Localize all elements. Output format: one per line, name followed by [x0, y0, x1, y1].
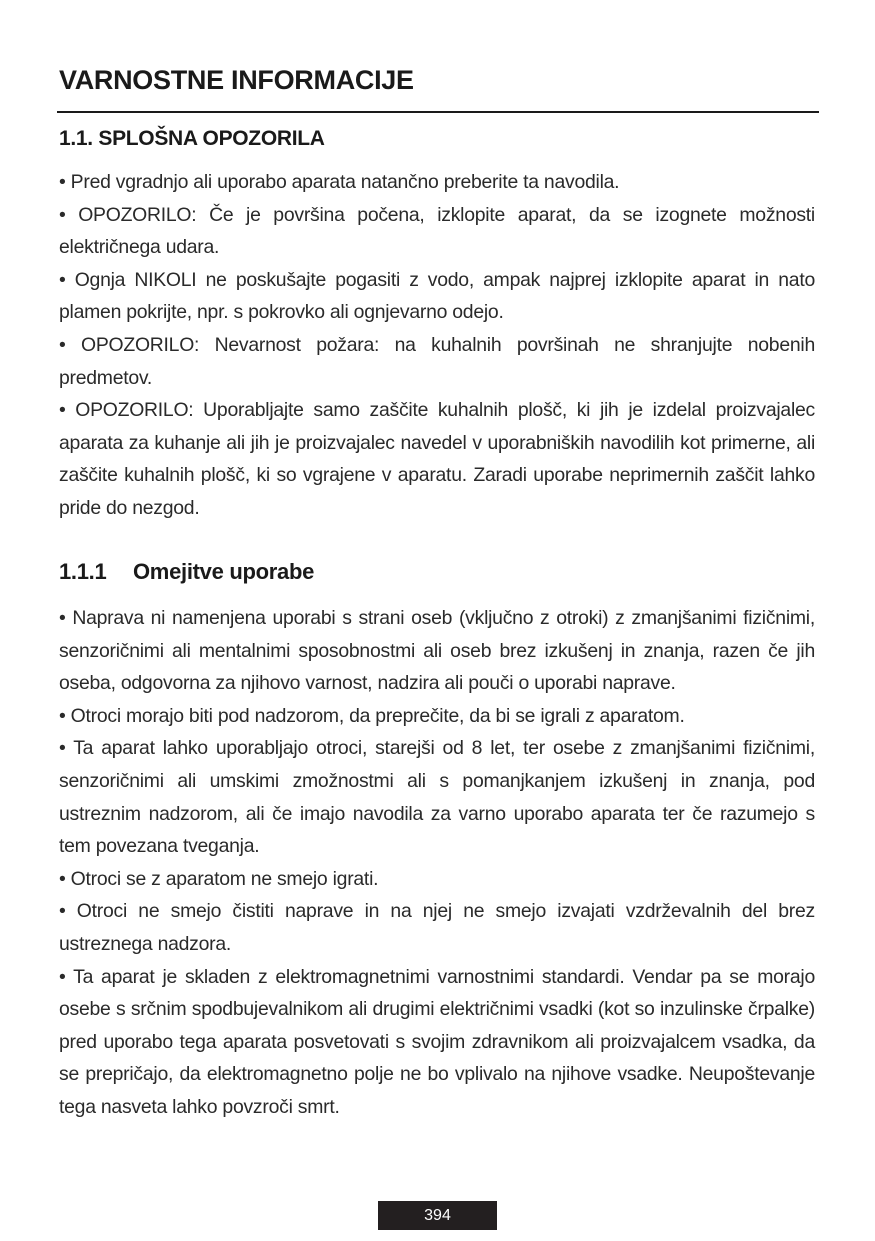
paragraph: • Otroci se z aparatom ne smejo igrati.	[59, 867, 379, 890]
paragraph: • Otroci ne smejo čistiti naprave in na njej ne smejo izvajati vzdrževalnih del brez ustreznega nadzora.	[59, 900, 815, 955]
subsection-title: Omejitve uporabe	[133, 559, 315, 584]
section-heading: 1.1. SPLOŠNA OPOZORILA	[59, 127, 325, 150]
section-body	[59, 166, 815, 525]
paragraph: • OPOZORILO: Nevarnost požara: na kuhalnih površinah ne shranjujte nobenih predmetov.	[59, 333, 815, 389]
subsection-body	[59, 602, 815, 1124]
paragraph: • Ta aparat lahko uporabljajo otroci, starejši od 8 let, ter osebe z zmanjšanimi fizičnimi, senzoričnimi ali umskimi zmožnostmi ali s pomanjkanjem izkušenj in znanja, pod ustreznim nadzorom, ali če imajo navodila za varno uporabo aparata ter če razumejo s tem povezana tveganja.	[59, 737, 815, 858]
paragraph: • OPOZORILO: Če je površina počena, izklopite aparat, da se izognete možnosti električnega udara.	[59, 203, 815, 259]
paragraph: • Pred vgradnjo ali uporabo aparata natančno preberite ta navodila.	[59, 171, 620, 193]
page-title: VARNOSTNE INFORMACIJE	[59, 65, 414, 95]
paragraph: • Ta aparat je skladen z elektromagnetnimi varnostnimi standardi. Vendar pa se morajo osebe s srčnim spodbujevalnikom ali drugimi električnimi vsadki (kot so inzulinske črpalke) pred uporabo tega aparata posvetovati s svojim zdravnikom ali proizvajalcem vsadka, da se prepričajo, da elektromagnetno polje ne bo vplivalo na njihove vsadke. Neupoštevanje tega nasveta lahko povzroči smrt.	[59, 965, 815, 1118]
paragraph: • Naprava ni namenjena uporabi s strani oseb (vključno z otroki) z zmanjšanimi fizičnimi, senzoričnimi ali mentalnimi sposobnostmi ali oseb brez izkušenj in znanja, razen če jih oseba, odgovorna za njihovo varnost, nadzira ali pouči o uporabi naprave.	[59, 607, 815, 695]
page-number: 394	[378, 1201, 497, 1230]
subsection-heading	[59, 557, 314, 587]
title-divider	[57, 111, 819, 113]
paragraph: • Otroci morajo biti pod nadzorom, da preprečite, da bi se igrali z aparatom.	[59, 704, 685, 727]
subsection-number: 1.1.1	[59, 559, 107, 584]
paragraph: • Ognja NIKOLI ne poskušajte pogasiti z vodo, ampak najprej izklopite aparat in nato plamen pokrijte, npr. s pokrovko ali ognjevarno odejo.	[59, 268, 815, 324]
paragraph: • OPOZORILO: Uporabljajte samo zaščite kuhalnih plošč, ki jih je izdelal proizvajalec aparata za kuhanje ali jih je proizvajalec navedel v uporabniških navodilih kot primerne, ali zaščite kuhalnih plošč, ki so vgrajene v aparatu. Zaradi uporabe neprimernih zaščit lahko pride do nezgod.	[59, 399, 815, 519]
